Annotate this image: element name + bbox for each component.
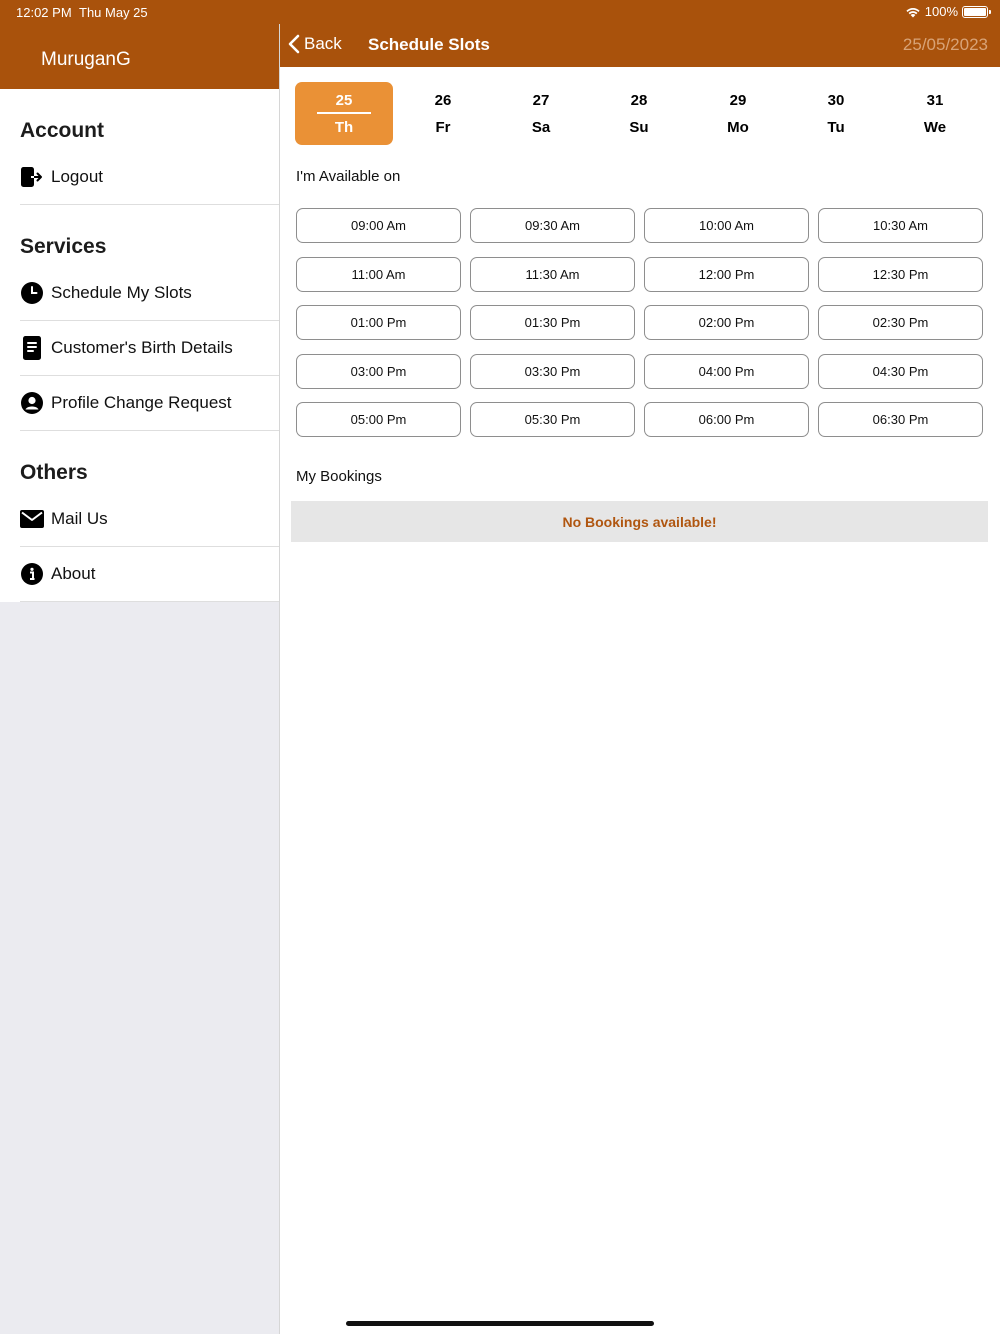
status-date: Thu May 25 <box>79 5 148 20</box>
sidebar-item-label: Mail Us <box>51 509 108 528</box>
back-button[interactable] <box>288 34 342 54</box>
sidebar-item-label: Profile Change Request <box>51 393 232 412</box>
time-slot-button[interactable]: 01:00 Pm <box>296 305 461 340</box>
day-number: 30 <box>827 92 845 109</box>
time-slot-button[interactable]: 04:00 Pm <box>644 354 809 389</box>
no-bookings-text: No Bookings available! <box>562 513 717 530</box>
sidebar-item-label: Logout <box>51 167 103 186</box>
day-name: Sa <box>531 119 551 136</box>
time-slot-button[interactable]: 06:00 Pm <box>644 402 809 437</box>
nav-date: 25/05/2023 <box>902 35 988 54</box>
day-number: 29 <box>729 92 747 109</box>
sidebar-item-birth-details[interactable] <box>20 321 279 376</box>
day-name: Tu <box>827 119 845 136</box>
sidebar-item-label: Schedule My Slots <box>51 283 192 302</box>
back-label: Back <box>304 34 342 53</box>
selected-underline <box>317 112 371 114</box>
time-slot-button[interactable]: 11:30 Am <box>470 257 635 292</box>
day-number: 27 <box>532 92 550 109</box>
day-number: 25 <box>335 92 353 109</box>
no-bookings-banner <box>291 501 988 542</box>
day-name: We <box>923 119 947 136</box>
day-tab-selected[interactable] <box>295 82 393 145</box>
day-tab[interactable] <box>689 82 787 145</box>
status-bar <box>0 0 1000 24</box>
time-slot-button[interactable]: 10:00 Am <box>644 208 809 243</box>
envelope-icon <box>20 507 44 531</box>
time-slot-button[interactable]: 03:30 Pm <box>470 354 635 389</box>
time-slot-button[interactable]: 02:30 Pm <box>818 305 983 340</box>
available-label: I'm Available on <box>296 168 401 185</box>
username: MuruganG <box>41 49 131 70</box>
time-slot-button[interactable]: 06:30 Pm <box>818 402 983 437</box>
time-slot-button[interactable]: 04:30 Pm <box>818 354 983 389</box>
sidebar-item-label: About <box>51 564 96 583</box>
sidebar-empty-area <box>0 602 279 1334</box>
status-indicators <box>905 4 988 19</box>
time-slot-button[interactable]: 05:00 Pm <box>296 402 461 437</box>
day-tab[interactable] <box>492 82 590 145</box>
battery-percent: 100% <box>924 4 958 19</box>
sidebar-item-profile-change[interactable] <box>20 376 279 431</box>
user-circle-icon <box>20 391 44 415</box>
time-slot-button[interactable]: 09:00 Am <box>296 208 461 243</box>
bookings-label: My Bookings <box>296 468 382 485</box>
section-services: Services <box>20 235 107 258</box>
day-number: 26 <box>434 92 452 109</box>
sidebar-item-about[interactable] <box>20 547 279 602</box>
day-number: 31 <box>926 92 944 109</box>
sidebar-item-schedule[interactable] <box>20 266 279 321</box>
day-tab[interactable] <box>787 82 885 145</box>
logout-icon <box>20 165 44 189</box>
time-slot-button[interactable]: 05:30 Pm <box>470 402 635 437</box>
wifi-icon <box>905 6 921 18</box>
day-number: 28 <box>630 92 648 109</box>
time-slot-button[interactable]: 11:00 Am <box>296 257 461 292</box>
sidebar-item-label: Customer's Birth Details <box>51 338 233 357</box>
time-slot-button[interactable]: 03:00 Pm <box>296 354 461 389</box>
section-others: Others <box>20 461 88 484</box>
home-indicator[interactable] <box>346 1321 654 1326</box>
day-name: Su <box>629 119 649 136</box>
time-slot-button[interactable]: 10:30 Am <box>818 208 983 243</box>
sidebar-item-mail[interactable] <box>20 492 279 547</box>
status-time: 12:02 PM <box>16 5 72 20</box>
sidebar-item-logout[interactable] <box>20 150 279 205</box>
day-name: Fr <box>435 119 451 136</box>
day-tab[interactable] <box>394 82 492 145</box>
day-tab[interactable] <box>886 82 984 145</box>
time-slot-button[interactable]: 12:30 Pm <box>818 257 983 292</box>
day-name: Th <box>334 119 354 136</box>
split-divider <box>279 24 280 1334</box>
time-slot-button[interactable]: 01:30 Pm <box>470 305 635 340</box>
time-slot-button[interactable]: 12:00 Pm <box>644 257 809 292</box>
day-name: Mo <box>727 119 749 136</box>
info-icon <box>20 562 44 586</box>
section-account: Account <box>20 119 104 142</box>
time-slot-button[interactable]: 09:30 Am <box>470 208 635 243</box>
time-slot-button[interactable]: 02:00 Pm <box>644 305 809 340</box>
clock-icon <box>20 281 44 305</box>
chevron-left-icon <box>288 34 300 54</box>
document-icon <box>20 336 44 360</box>
battery-icon <box>962 6 988 18</box>
day-tab[interactable] <box>590 82 688 145</box>
page-title: Schedule Slots <box>368 35 490 54</box>
